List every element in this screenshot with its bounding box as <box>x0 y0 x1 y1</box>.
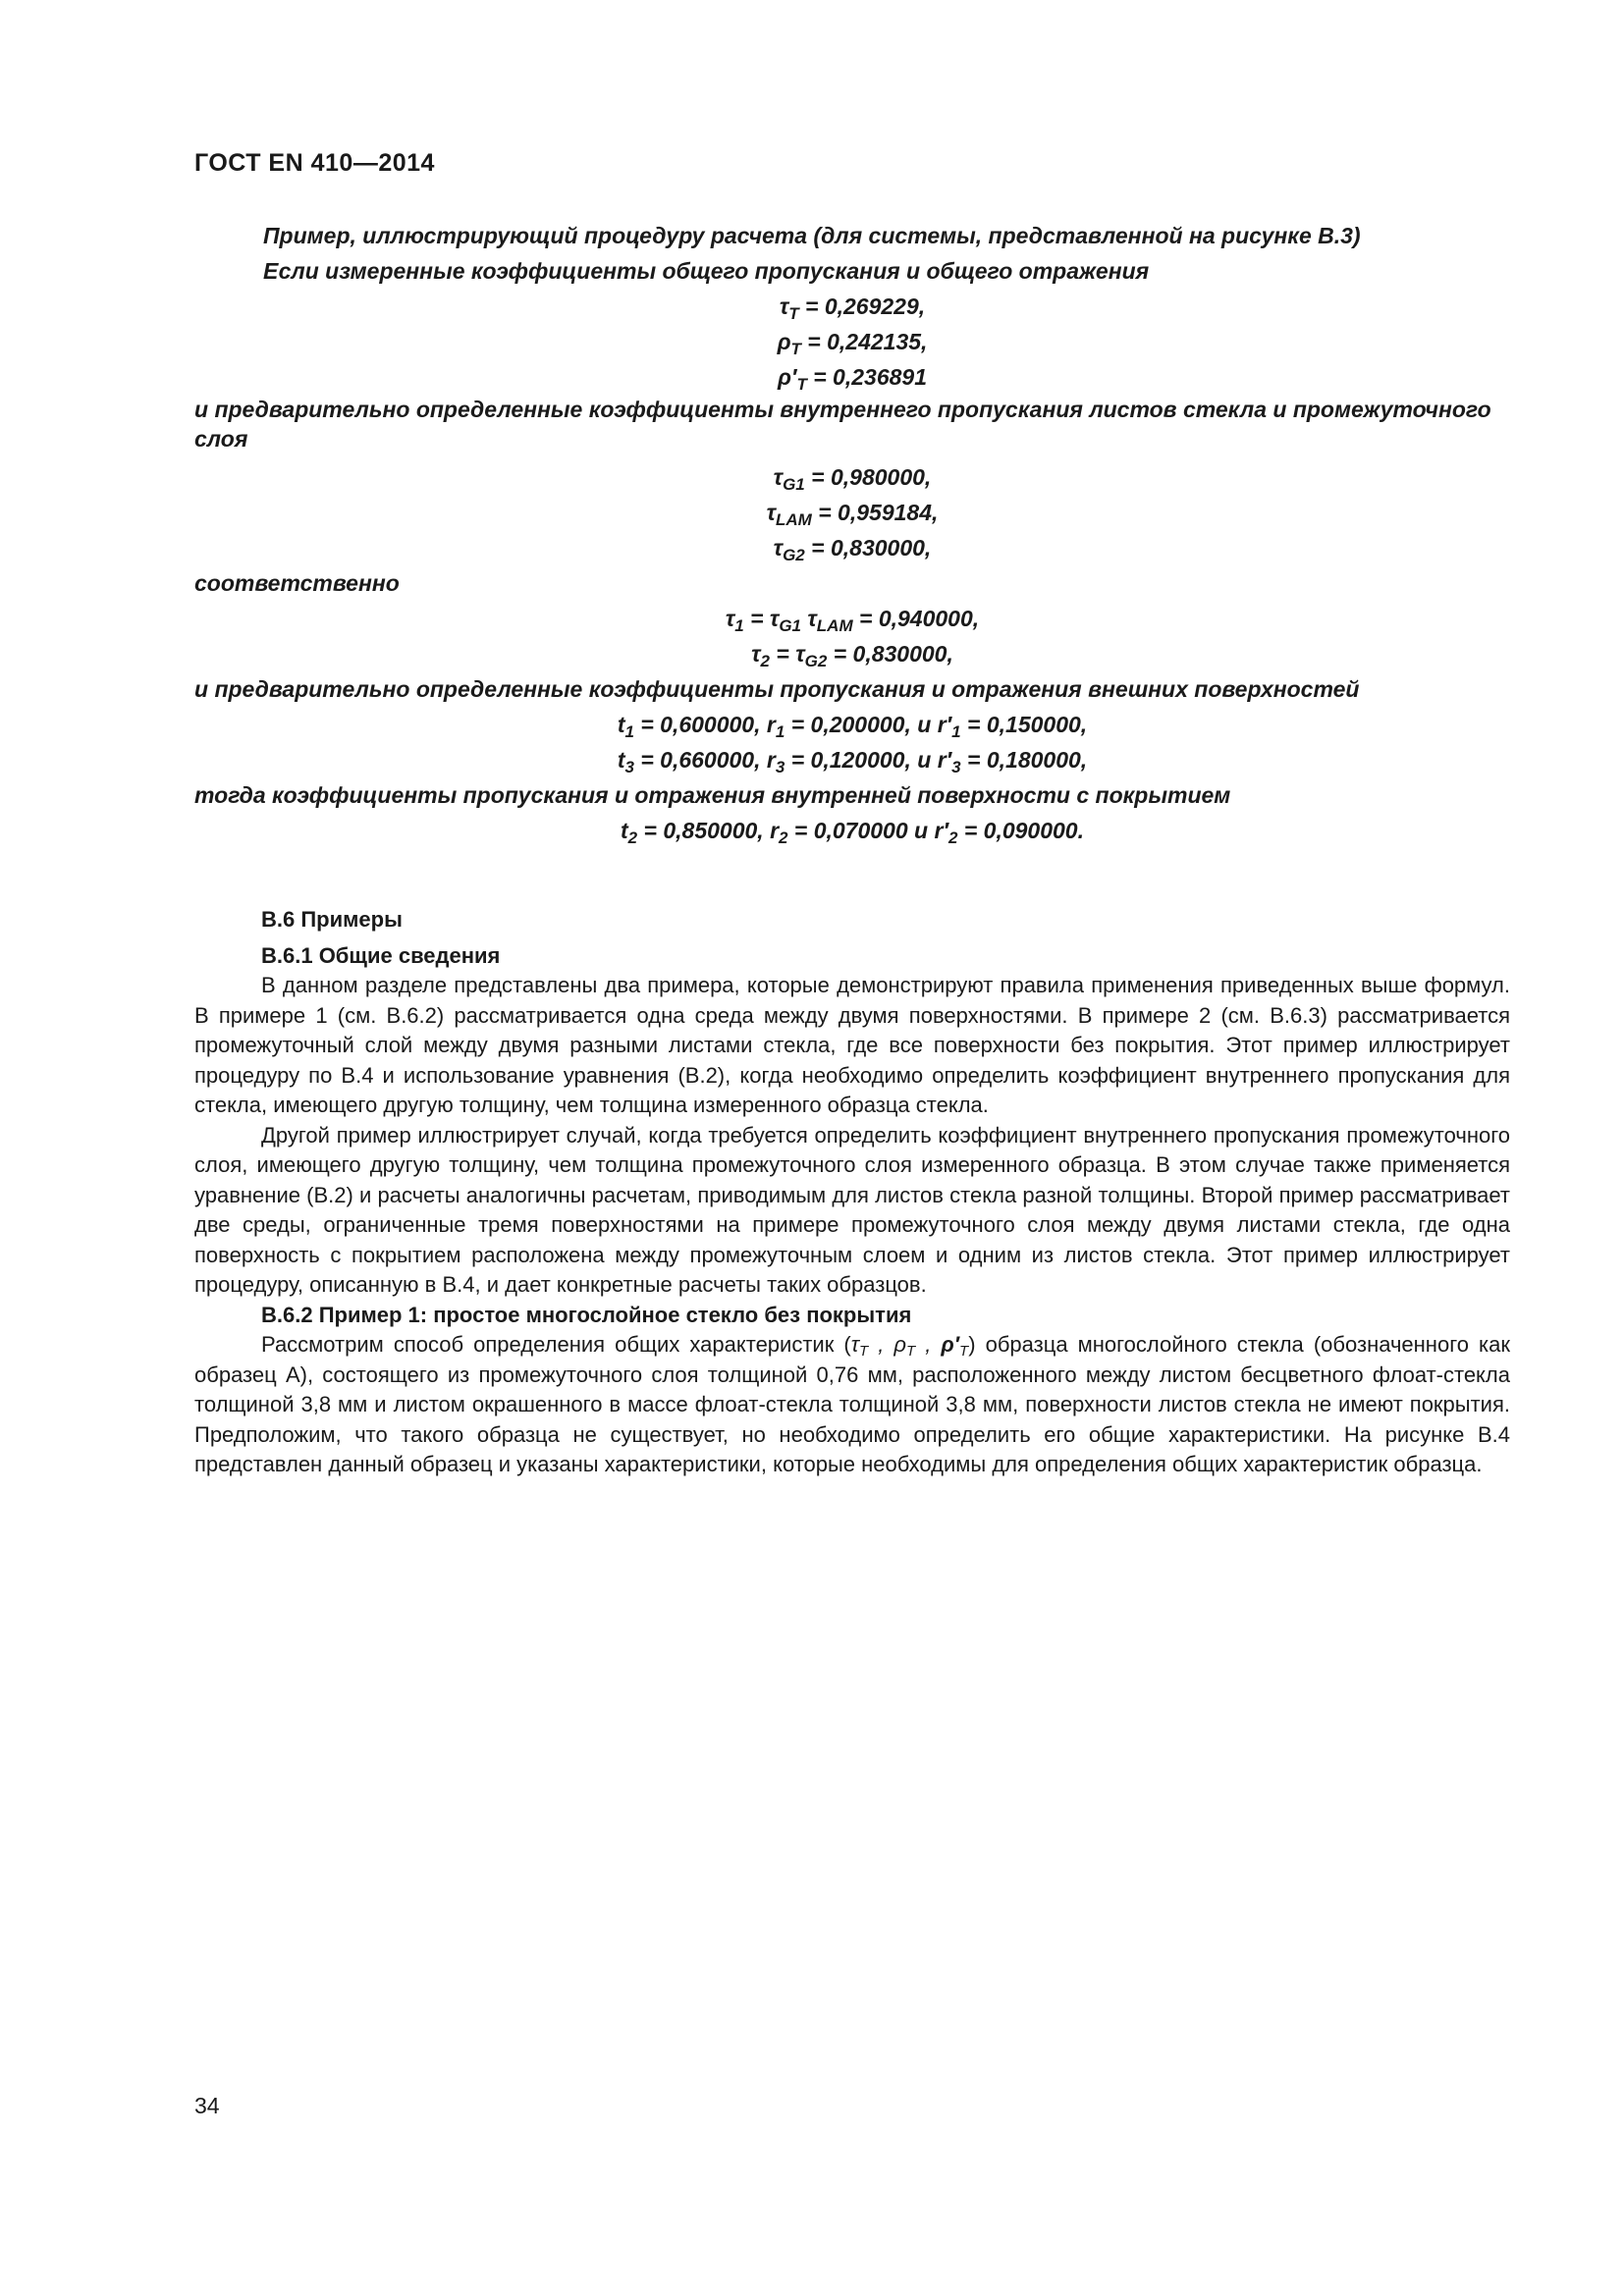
text-external-surfaces: и предварительно определенные коэффициенты пропускания и отражения внешних поверхностей <box>194 676 1360 702</box>
eq-tau-T: $\tau_T = 0,269229$, <box>779 294 926 323</box>
section-b6-title: В.6 Примеры <box>261 907 403 932</box>
example-intro-2: Если измеренные коэффициенты общего пропускания и общего отражения <box>263 258 1150 284</box>
example-intro-1: Пример, иллюстрирующий процедуру расчета (для системы, представленной на рисунке В.3) <box>263 223 1361 248</box>
page-number: 34 <box>194 2093 220 2118</box>
eq-tau-G2: $\tau_{G2} = 0,830000$, <box>773 535 932 564</box>
eq-tau-1: $\tau_1 = \tau_{G1}$ $\tau_{LAM} = 0,940000$, <box>725 606 980 635</box>
section-b62-paragraph-1: Рассмотрим способ определения общих характеристик ($\tau_T$ , $\rho_T$ , $\rho'_T$) образца многослойного стекла (обозначенного как образец А), состоящего из промежуточного слоя толщиной 0,76 мм, расположенного между листом бесцветного флоат-стекла толщиной 3,8 мм и листом окрашенного в массе флоат-стекла толщиной 3,8 мм, поверхности листов стекла не имеют покрытия. Предположим, что такого образца не существует, но необходимо определить его общие характеристики. На рисунке В.4 представлен данный образец и указаны характеристики, которые необходимы для определения общих характеристик образца. <box>194 1332 1511 1476</box>
text-respectively: соответственно <box>194 570 400 596</box>
calculation-example <box>194 218 1510 848</box>
eq-surface-3: $t_3 = 0,660000$, $r_3 = 0,120000$, и $r'_3 = 0,180000$, <box>617 747 1088 776</box>
eq-rho-T-prime: $\rho'_T = 0,236891$ <box>778 364 927 394</box>
section-b6 <box>194 905 1510 1480</box>
eq-tau-2: $\tau_2 = \tau_{G2} = 0,830000$, <box>751 641 953 670</box>
eq-surface-1: $t_1 = 0,600000$, $r_1 = 0,200000$, и $r'_1 = 0,150000$, <box>617 712 1088 741</box>
text-coated-surface: тогда коэффициенты пропускания и отражения внутренней поверхности с покрытием <box>194 782 1231 808</box>
eq-tau-LAM: $\tau_{LAM} = 0,959184$, <box>766 500 939 529</box>
text-internal-transmittance: и предварительно определенные коэффициенты внутреннего пропускания листов стекла и промежуточного слоя <box>194 397 1491 452</box>
section-b61-paragraph-1: В данном разделе представлены два примера, которые демонстрируют правила применения приведенных выше формул. В примере 1 (см. В.6.2) рассматривается одна среда между двумя поверхностями. В примере 2 (см. В.6.3) рассматривается промежуточный слой между двумя разными листами стекла, где все поверхности без покрытия. Этот пример иллюстрирует процедуру по В.4 и использование уравнения (В.2), когда необходимо определить коэффициент внутреннего пропускания для стекла, имеющего другую толщину, чем толщина измеренного образца стекла. <box>194 973 1510 1117</box>
eq-rho-T: $\rho_T = 0,242135$, <box>777 329 928 358</box>
section-b61-paragraph-2: Другой пример иллюстрирует случай, когда требуется определить коэффициент внутреннего пропускания промежуточного слоя, имеющего другую толщину, чем толщина промежуточного слоя измеренного образца. В этом случае также применяется уравнение (В.2) и расчеты аналогичны расчетам, приводимым для листов стекла разной толщины. Второй пример рассматривает две среды, ограниченные тремя поверхностями на примере промежуточного слоя между двумя листами стекла, где одна поверхность с покрытием расположена между промежуточным слоем и одним из листов стекла. Этот пример иллюстрирует процедуру, описанную в В.4, и дает конкретные расчеты таких образцов. <box>194 1122 1510 1297</box>
eq-surface-2: $t_2 = 0,850000$, $r_2 = 0,070000$ и $r'_2 = 0,090000$. <box>621 818 1084 847</box>
section-b61-title: В.6.1 Общие сведения <box>261 942 501 968</box>
document-header: ГОСТ EN 410—2014 <box>194 149 435 177</box>
eq-tau-G1: $\tau_{G1} = 0,980000$, <box>773 464 932 494</box>
section-b62-title: В.6.2 Пример 1: простое многослойное стекло без покрытия <box>261 1302 912 1327</box>
